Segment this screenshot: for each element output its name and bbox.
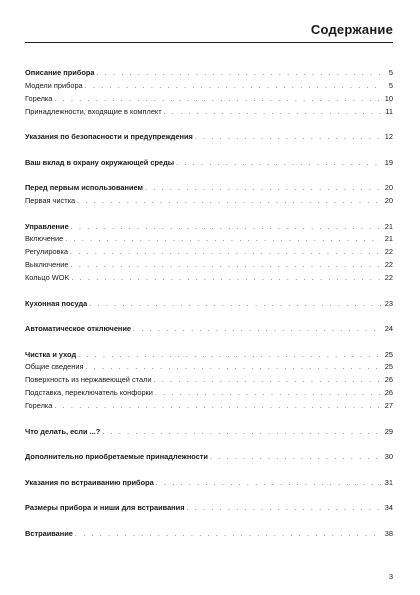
toc-chapter-row[interactable] [25,528,393,541]
dot-leader [89,299,381,312]
toc-entry-title: Горелка [25,93,53,103]
toc-entry-title: Принадлежности, входящие в комплект [25,106,162,116]
dot-leader [85,81,381,94]
toc-subentry-row[interactable] [25,93,393,106]
toc-entry-title: Общие сведения [25,362,84,372]
toc-entry-title: Описание прибора [25,68,95,77]
dot-leader [155,388,381,401]
toc-section [25,182,393,208]
toc-entry-page: 11 [385,106,393,116]
toc-entry-page: 12 [384,132,393,142]
toc-entry-title: Встраивание [25,528,73,538]
toc-chapter-row[interactable] [25,349,393,362]
toc-entry-title: Поверхность из нержавеющей стали [25,375,152,385]
toc-subentry-row[interactable] [25,361,393,374]
toc-chapter-row[interactable] [25,298,393,311]
toc-entry-title: Размеры прибора и ниши для встраивания [25,503,185,513]
toc-section [25,349,393,413]
toc-entry-title: Автоматическое отключение [25,324,132,334]
toc-entry-title: Что делать, если ...? [25,426,101,436]
toc-chapter-row[interactable] [25,502,393,515]
dot-leader [71,260,381,273]
toc-entry-title: Перед первым использованием [25,183,143,193]
dot-leader [187,503,381,516]
toc-entry-page: 20 [384,196,393,206]
toc-chapter-row[interactable] [25,157,393,170]
dot-leader [176,158,381,171]
toc-chapter-row[interactable] [25,67,393,80]
toc-entry-page: 21 [384,221,393,231]
toc-entry-page: 5 [388,68,393,77]
toc-subentry-row[interactable] [25,106,393,119]
toc-subentry-row[interactable] [25,387,393,400]
dot-leader [65,234,381,247]
dot-leader [133,324,381,337]
toc-entry-title: Включение [25,234,64,244]
toc-entry-page: 25 [384,349,393,359]
toc-entry-title: Подставка, переключатель конфорки [25,388,153,398]
toc-entry-page: 21 [384,234,393,244]
toc-subentry-row[interactable] [25,246,393,259]
dot-leader [77,196,381,209]
toc-subentry-row[interactable] [25,374,393,387]
toc-subentry-row[interactable] [25,80,393,93]
toc-entry-title: Горелка [25,401,53,411]
toc-entry-page: 20 [384,183,393,193]
dot-leader [210,452,381,465]
toc-entry-page: 27 [384,401,393,411]
toc-chapter-row[interactable] [25,221,393,234]
toc-chapter-row[interactable] [25,426,393,439]
toc-entry-page: 24 [384,324,393,334]
toc-chapter-row[interactable] [25,323,393,336]
dot-leader [96,68,381,81]
toc-section [25,426,393,439]
toc-entry-page: 22 [384,273,393,283]
toc-section [25,67,393,119]
toc-entry-title: Чистка и уход [25,349,77,359]
toc-subentry-row[interactable] [25,233,393,246]
toc-entry-page: 19 [384,157,393,167]
toc-section [25,221,393,285]
toc-section [25,157,393,170]
toc-entry-title: Дополнительно приобретаемые принадлежности [25,452,208,462]
toc-section [25,298,393,311]
toc-entry-page: 25 [384,362,393,372]
toc-entry-title: Указания по встраиванию прибора [25,477,154,487]
toc-entry-title: Первая чистка [25,196,76,206]
toc-entry-title: Выключение [25,260,69,270]
toc-section [25,451,393,464]
dot-leader [195,132,381,145]
toc-entry-page: 23 [384,298,393,308]
header-rule [25,42,393,43]
dot-leader [54,401,381,414]
page-title: Содержание [310,22,393,37]
table-of-contents [25,67,393,553]
toc-entry-page: 34 [384,503,393,513]
toc-entry-title: Регулировка [25,247,69,257]
toc-entry-title: Кольцо WOK [25,273,70,283]
toc-section [25,528,393,541]
dot-leader [78,350,381,363]
toc-subentry-row[interactable] [25,259,393,272]
toc-entry-title: Ваш вклад в охрану окружающей среды [25,157,175,167]
toc-chapter-row[interactable] [25,131,393,144]
toc-subentry-row[interactable] [25,272,393,285]
toc-entry-page: 22 [384,247,393,257]
toc-entry-title: Указания по безопасности и предупреждения [25,132,193,142]
dot-leader [71,273,381,286]
toc-entry-page: 29 [384,426,393,436]
dot-leader [71,222,381,235]
toc-entry-title: Кухонная посуда [25,298,88,308]
toc-entry-page: 10 [384,93,393,103]
toc-entry-page: 26 [384,375,393,385]
toc-section [25,477,393,490]
toc-chapter-row[interactable] [25,182,393,195]
toc-entry-page: 31 [384,477,393,487]
dot-leader [154,375,381,388]
toc-section [25,502,393,515]
toc-entry-title: Модели прибора [25,80,83,90]
toc-chapter-row[interactable] [25,477,393,490]
dot-leader [156,478,381,491]
dot-leader [164,107,381,120]
dot-leader [75,529,381,542]
page-number: 3 [388,572,393,581]
toc-chapter-row[interactable] [25,451,393,464]
toc-entry-page: 26 [384,388,393,398]
toc-section [25,323,393,336]
dot-leader [102,427,381,440]
dot-leader [70,247,381,260]
dot-leader [145,183,381,196]
toc-entry-page: 5 [388,80,393,90]
toc-subentry-row[interactable] [25,195,393,208]
toc-entry-page: 38 [384,528,393,538]
toc-subentry-row[interactable] [25,400,393,413]
toc-entry-page: 22 [384,260,393,270]
toc-entry-title: Управление [25,221,69,231]
toc-entry-page: 30 [384,452,393,462]
toc-section [25,131,393,144]
